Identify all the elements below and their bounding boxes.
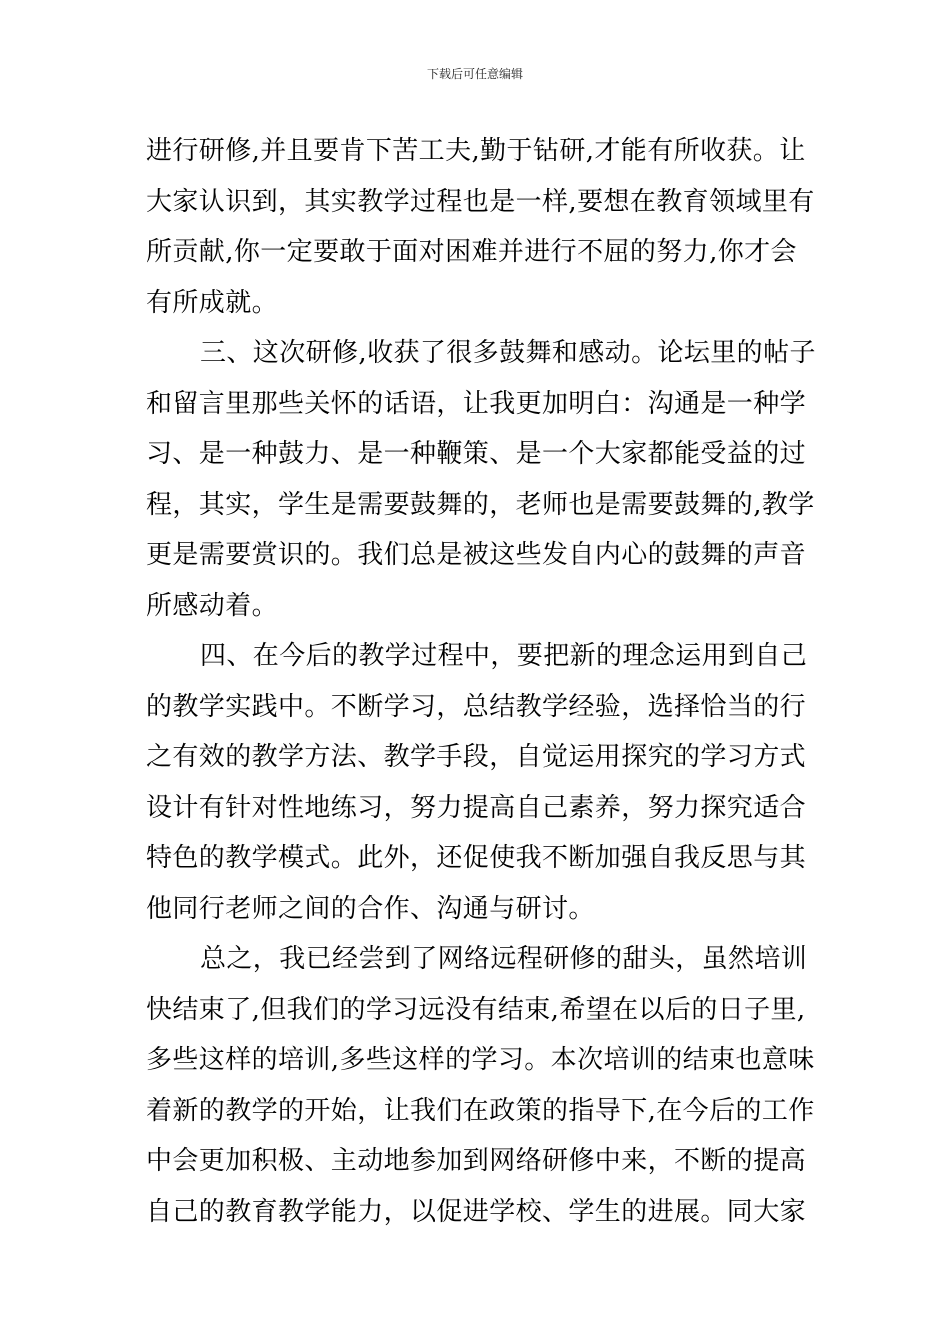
paragraph-section-three [146, 328, 816, 631]
text-line: 进行研修,并且要肯下苦工夫,勤于钻研,才能有所收获。让 [146, 136, 806, 166]
text-line: 四、在今后的教学过程中，要把新的理念运用到自己 [200, 641, 808, 671]
text-line: 的教学实践中。不断学习，总结教学经验，选择恰当的行 [146, 691, 807, 722]
text-line: 着新的教学的开始，让我们在政策的指导下,在今后的工作 [146, 1095, 815, 1126]
paragraph-conclusion [146, 934, 815, 1237]
text-line: 和留言里那些关怀的话语，让我更加明白：沟通是一种学 [146, 388, 807, 419]
paragraph-continuation [146, 126, 815, 328]
text-line: 所贡献,你一定要敢于面对困难并进行不屈的努力,你才会 [146, 237, 797, 267]
text-line: 更是需要赏识的。我们总是被这些发自内心的鼓舞的声音 [146, 540, 807, 570]
text-line: 大家认识到，其实教学过程也是一样,要想在教育领域里有 [146, 186, 815, 217]
text-line: 程，其实，学生是需要鼓舞的，老师也是需要鼓舞的,教学 [146, 489, 815, 520]
text-line: 多些这样的培训,多些这样的学习。本次培训的结束也意味 [146, 1045, 815, 1075]
text-line: 快结束了,但我们的学习远没有结束,希望在以后的日子里, [146, 994, 806, 1025]
text-line: 有所成就。 [146, 287, 279, 318]
document-body [146, 126, 816, 1237]
text-line: 总之，我已经尝到了网络远程研修的甜头，虽然培训 [200, 944, 808, 974]
page-header-note: 下载后可任意编辑 [426, 67, 523, 81]
text-line: 所感动着。 [146, 590, 279, 621]
text-line: 三、这次研修,收获了很多鼓舞和感动。论坛里的帖子 [200, 338, 816, 368]
text-line: 他同行老师之间的合作、沟通与研讨。 [146, 893, 595, 924]
text-line: 习、是一种鼓力、是一种鞭策、是一个大家都能受益的过 [146, 439, 807, 469]
text-line: 自己的教育教学能力，以促进学校、学生的进展。同大家 [146, 1196, 807, 1227]
text-line: 之有效的教学方法、教学手段，自觉运用探究的学习方式 [146, 742, 807, 772]
paragraph-section-four [146, 631, 806, 934]
text-line: 设计有针对性地练习，努力提高自己素养，努力探究适合 [146, 792, 807, 823]
text-line: 特色的教学模式。此外，还促使我不断加强自我反思与其 [146, 843, 807, 873]
text-line: 中会更加积极、主动地参加到网络研修中来，不断的提高 [146, 1146, 807, 1176]
